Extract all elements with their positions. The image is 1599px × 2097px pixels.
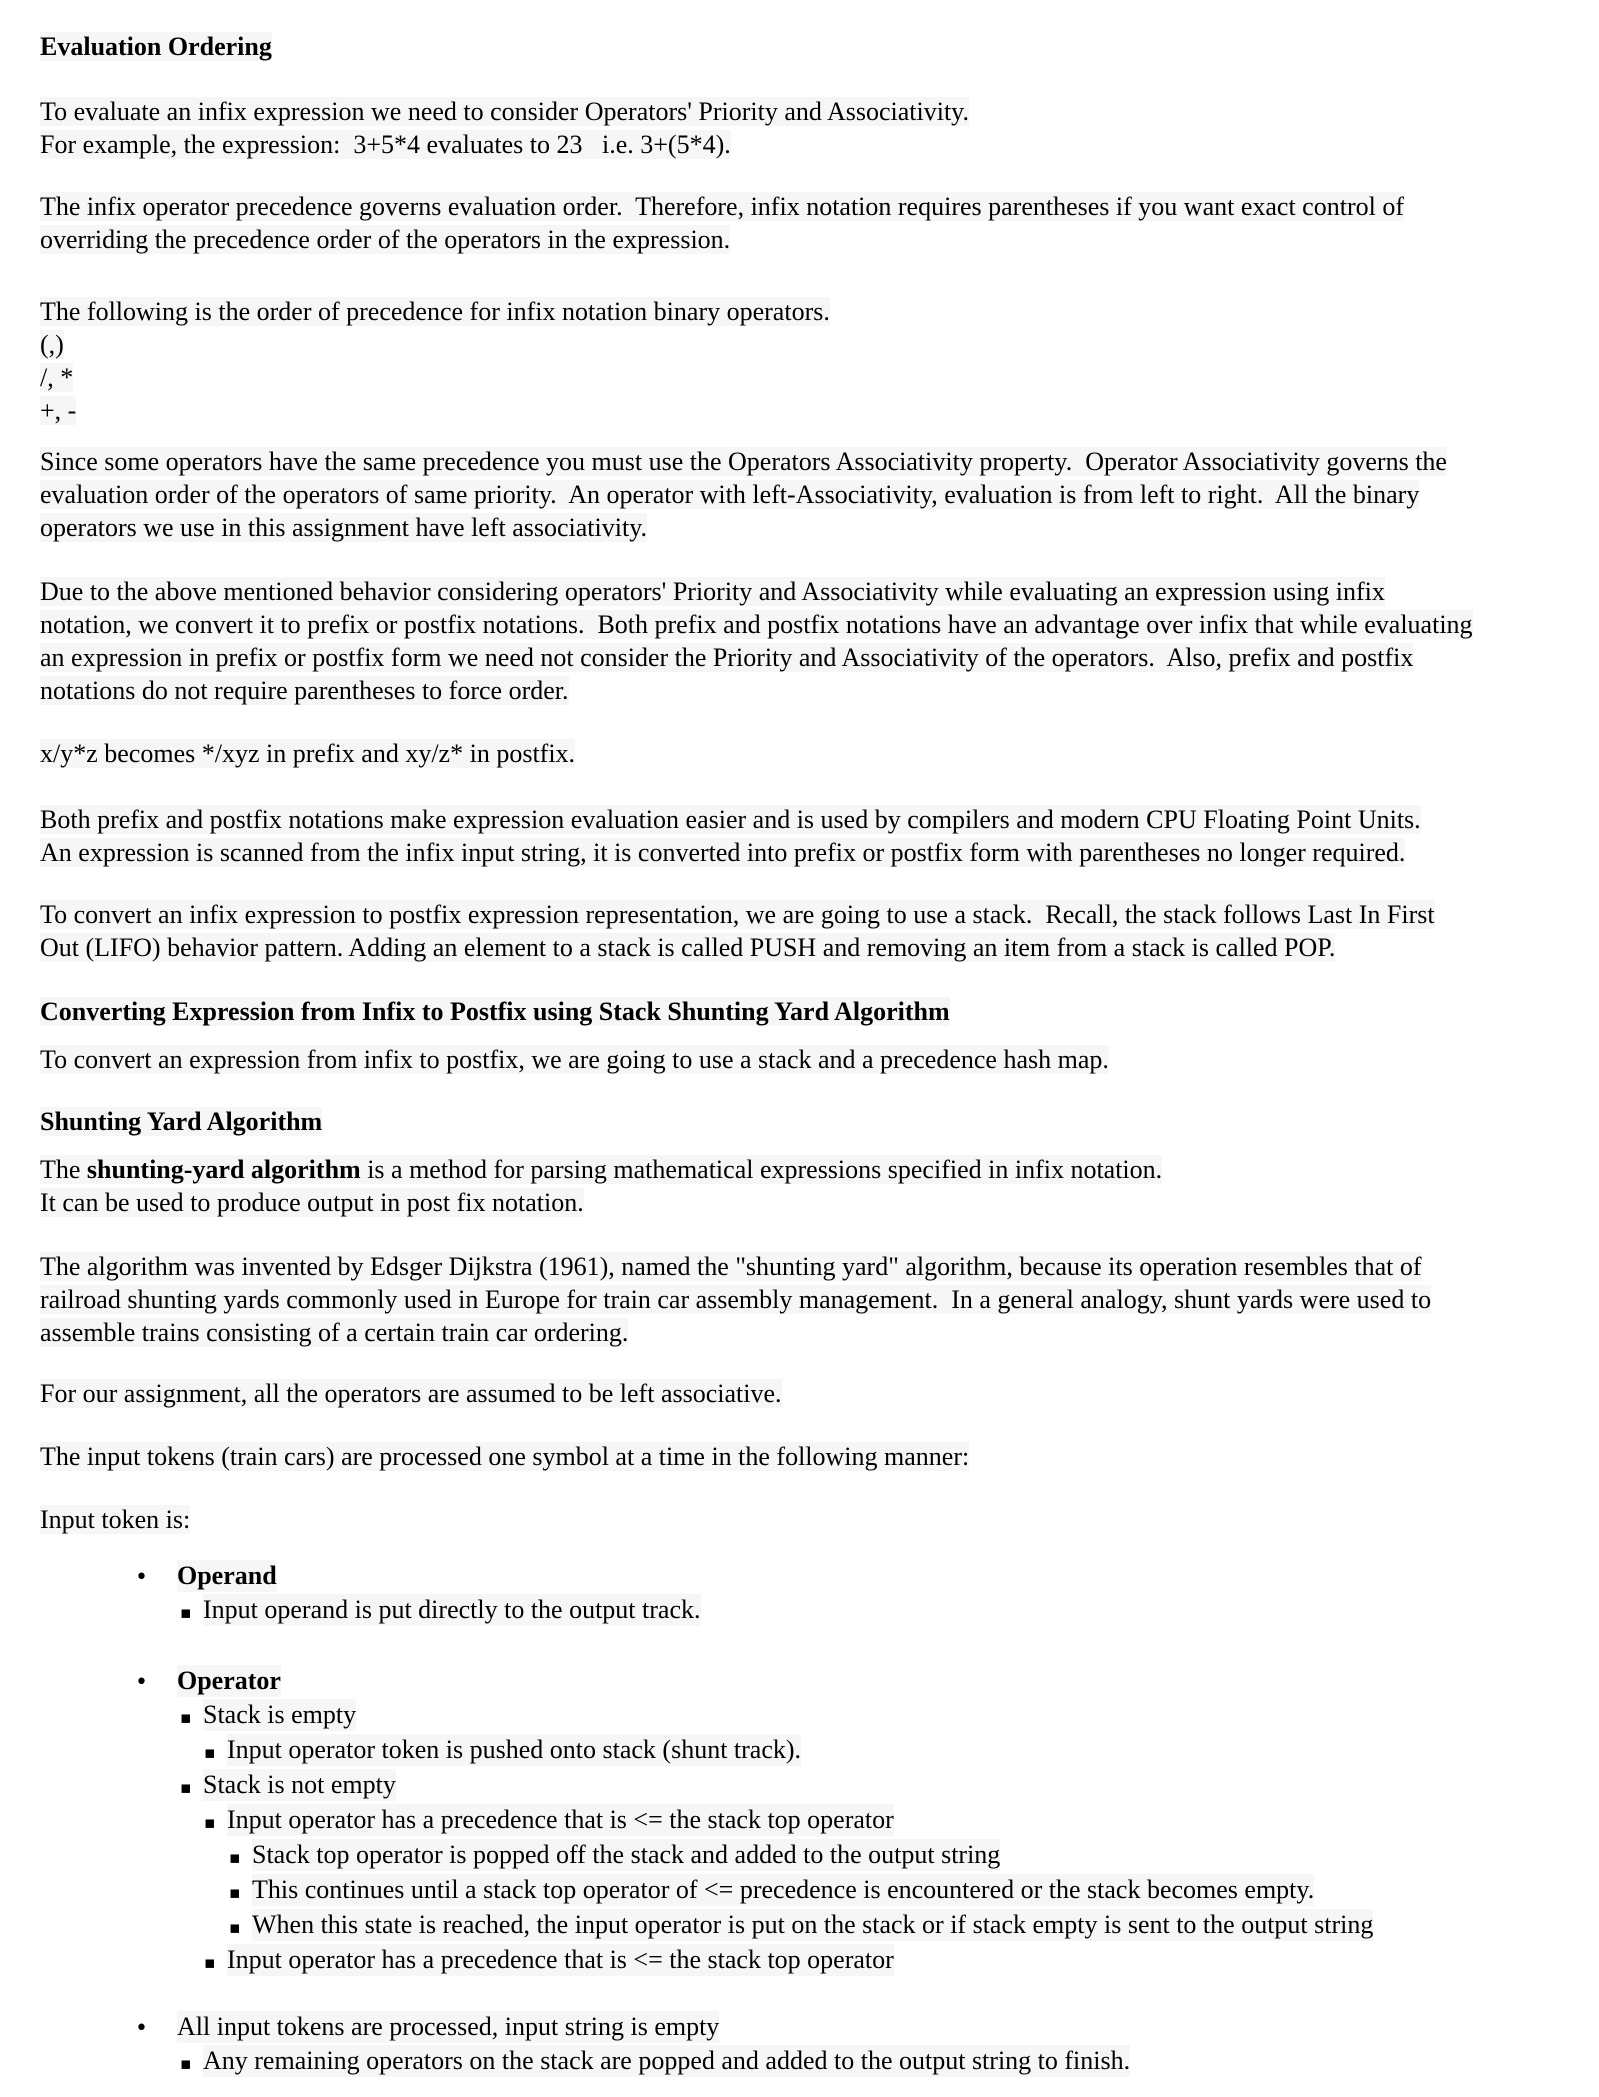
text: Due to the above mentioned behavior considering operators' Priority and Associativity while evaluating an expression using infix: [40, 577, 1385, 606]
text: notations do not require parentheses to force order.: [40, 676, 569, 705]
bullet-item: [40, 1944, 1569, 1979]
heading-shunting-yard-algorithm: [40, 1105, 1569, 1138]
text: evaluation order of the operators of same priority. An operator with left-Associativity, evaluation is from left to right. All the binary: [40, 480, 1420, 509]
text-bold-shunting-yard: shunting-yard algorithm: [86, 1155, 361, 1184]
bullet-item: [40, 1874, 1569, 1909]
text-line: [40, 803, 1569, 836]
text-line: [40, 445, 1569, 478]
text: When this state is reached, the input operator is put on the stack or if stack empty is sent to the output string: [252, 1910, 1374, 1939]
text: Both prefix and postfix notations make expression evaluation easier and is used by compilers and modern CPU Floating Point Units.: [40, 805, 1421, 834]
text: To convert an expression from infix to postfix, we are going to use a stack and a precedence hash map.: [40, 1045, 1109, 1074]
square-bullet-icon: ▪: [229, 1848, 241, 1868]
bullet-item-all-tokens: [40, 2011, 1569, 2045]
text: Since some operators have the same precedence you must use the Operators Associativity property. Operator Associativity governs the: [40, 447, 1447, 476]
text: railroad shunting yards commonly used in Europe for train car assembly management. In a general analogy, shunt yards were used to: [40, 1285, 1432, 1314]
text-line: [40, 641, 1569, 674]
square-bullet-icon: ▪: [204, 1743, 216, 1763]
text-line: [40, 608, 1569, 641]
paragraph-shunting-definition: [40, 1153, 1569, 1219]
paragraph-input-tokens: [40, 1440, 1569, 1473]
bullet-item: [40, 1594, 1569, 1629]
text-line: [40, 128, 1569, 161]
paragraph-input-token-is: [40, 1503, 1569, 1536]
text-line: [40, 737, 1569, 770]
heading-text: Shunting Yard Algorithm: [40, 1107, 323, 1136]
text-line: [40, 1186, 1569, 1219]
text: To evaluate an infix expression we need to consider Operators' Priority and Associativity.: [40, 97, 969, 126]
text-line: [40, 190, 1569, 223]
text: x/y*z becomes */xyz in prefix and xy/z* in postfix.: [40, 739, 576, 768]
text: All input tokens are processed, input string is empty: [177, 2012, 720, 2041]
bullet-item-operator: [40, 1665, 1569, 1699]
text: The input tokens (train cars) are processed one symbol at a time in the following manner:: [40, 1442, 970, 1471]
heading-converting-infix-to-postfix: [40, 995, 1569, 1028]
text-line: [40, 95, 1569, 128]
bullet-item: [40, 2045, 1569, 2080]
text: (,): [40, 330, 64, 359]
text-line: [40, 674, 1569, 707]
text: To convert an infix expression to postfix expression representation, we are going to use a stack. Recall, the stack follows Last In First: [40, 900, 1435, 929]
bullet-item: [40, 1734, 1569, 1769]
text: Stack is empty: [203, 1700, 357, 1729]
text: Input operator token is pushed onto stack (shunt track).: [227, 1735, 802, 1764]
text: Input token is:: [40, 1505, 191, 1534]
text: The following is the order of precedence for infix notation binary operators.: [40, 297, 830, 326]
text-line-muldiv: [40, 361, 1569, 394]
text: Any remaining operators on the stack are popped and added to the output string to finish.: [203, 2046, 1131, 2075]
text-line: [40, 1153, 1569, 1186]
text-line: [40, 478, 1569, 511]
paragraph-associativity: [40, 445, 1569, 544]
bullet-item: [40, 1804, 1569, 1839]
square-bullet-icon: ▪: [229, 1918, 241, 1938]
paragraph-xyz-example: [40, 737, 1569, 770]
text-line: [40, 511, 1569, 544]
bullet-item-operand: [40, 1560, 1569, 1594]
text: Input operator has a precedence that is <= the stack top operator: [227, 1945, 894, 1974]
heading-text: Evaluation Ordering: [40, 32, 272, 61]
text-line: [40, 223, 1569, 256]
paragraph-convert-hashmap: [40, 1043, 1569, 1076]
bullet-item: [40, 1769, 1569, 1804]
round-bullet-icon: •: [135, 2016, 148, 2041]
square-bullet-icon: ▪: [229, 1883, 241, 1903]
text: It can be used to produce output in post fix notation.: [40, 1188, 584, 1217]
square-bullet-icon: ▪: [180, 1603, 192, 1623]
paragraph-order-of-precedence: [40, 295, 1569, 427]
round-bullet-icon: •: [135, 1670, 148, 1695]
text-line-addsub: [40, 394, 1569, 427]
text: For our assignment, all the operators are assumed to be left associative.: [40, 1379, 782, 1408]
heading-evaluation-ordering: [40, 30, 1569, 63]
text: overriding the precedence order of the operators in the expression.: [40, 225, 731, 254]
paragraph-due-to-behavior: [40, 575, 1569, 707]
text: Operand: [177, 1561, 277, 1590]
text: notation, we convert it to prefix or postfix notations. Both prefix and postfix notations have an advantage over infix that while evaluating: [40, 610, 1473, 639]
text: Operator: [177, 1666, 281, 1695]
text-line: [40, 1316, 1569, 1349]
paragraph-intro: [40, 95, 1569, 161]
square-bullet-icon: ▪: [180, 2054, 192, 2074]
text-line: [40, 1250, 1569, 1283]
square-bullet-icon: ▪: [204, 1813, 216, 1833]
paragraph-dijkstra: [40, 1250, 1569, 1349]
paragraph-precedence-governs: [40, 190, 1569, 256]
text-line: [40, 295, 1569, 328]
square-bullet-icon: ▪: [180, 1778, 192, 1798]
text-line: [40, 1043, 1569, 1076]
text: Input operator has a precedence that is <= the stack top operator: [227, 1805, 894, 1834]
document-page: [0, 30, 1599, 2080]
paragraph-both-notations: [40, 803, 1569, 869]
paragraph-convert-stack: [40, 898, 1569, 964]
text-line: [40, 575, 1569, 608]
square-bullet-icon: ▪: [204, 1953, 216, 1973]
text-line: [40, 836, 1569, 869]
round-bullet-icon: •: [135, 1565, 148, 1590]
text: assemble trains consisting of a certain train car ordering.: [40, 1318, 629, 1347]
text-line: [40, 931, 1569, 964]
text: The: [40, 1155, 87, 1184]
bullet-item: [40, 1699, 1569, 1734]
heading-text: Converting Expression from Infix to Postfix using Stack Shunting Yard Algorithm: [40, 997, 950, 1026]
text-line-parens: [40, 328, 1569, 361]
bullet-item: [40, 1839, 1569, 1874]
text: Stack is not empty: [203, 1770, 396, 1799]
text-line: [40, 1503, 1569, 1536]
text-line: [40, 1377, 1569, 1410]
text: operators we use in this assignment have left associativity.: [40, 513, 648, 542]
text: The infix operator precedence governs evaluation order. Therefore, infix notation requires parentheses if you want exact control of: [40, 192, 1404, 221]
bullet-item: [40, 1909, 1569, 1944]
text: This continues until a stack top operator of <= precedence is encountered or the stack becomes empty.: [252, 1875, 1315, 1904]
text: +, -: [40, 396, 77, 425]
text: an expression in prefix or postfix form we need not consider the Priority and Associativity of the operators. Also, prefix and postfix: [40, 643, 1414, 672]
text: Stack top operator is popped off the stack and added to the output string: [252, 1840, 1001, 1869]
text: The algorithm was invented by Edsger Dijkstra (1961), named the "shunting yard" algorithm, because its operation resembles that of: [40, 1252, 1422, 1281]
bullet-list: [40, 1560, 1569, 2080]
text: Out (LIFO) behavior pattern. Adding an element to a stack is called PUSH and removing an item from a stack is called POP.: [40, 933, 1336, 962]
paragraph-assignment: [40, 1377, 1569, 1410]
text-line: [40, 1283, 1569, 1316]
text: /, *: [40, 363, 74, 392]
text-line: [40, 898, 1569, 931]
square-bullet-icon: ▪: [180, 1708, 192, 1728]
text: is a method for parsing mathematical expressions specified in infix notation.: [360, 1155, 1163, 1184]
text: For example, the expression: 3+5*4 evaluates to 23 i.e. 3+(5*4).: [40, 130, 731, 159]
text-line: [40, 1440, 1569, 1473]
text: An expression is scanned from the infix input string, it is converted into prefix or postfix form with parentheses no longer required.: [40, 838, 1406, 867]
text: Input operand is put directly to the output track.: [203, 1595, 701, 1624]
